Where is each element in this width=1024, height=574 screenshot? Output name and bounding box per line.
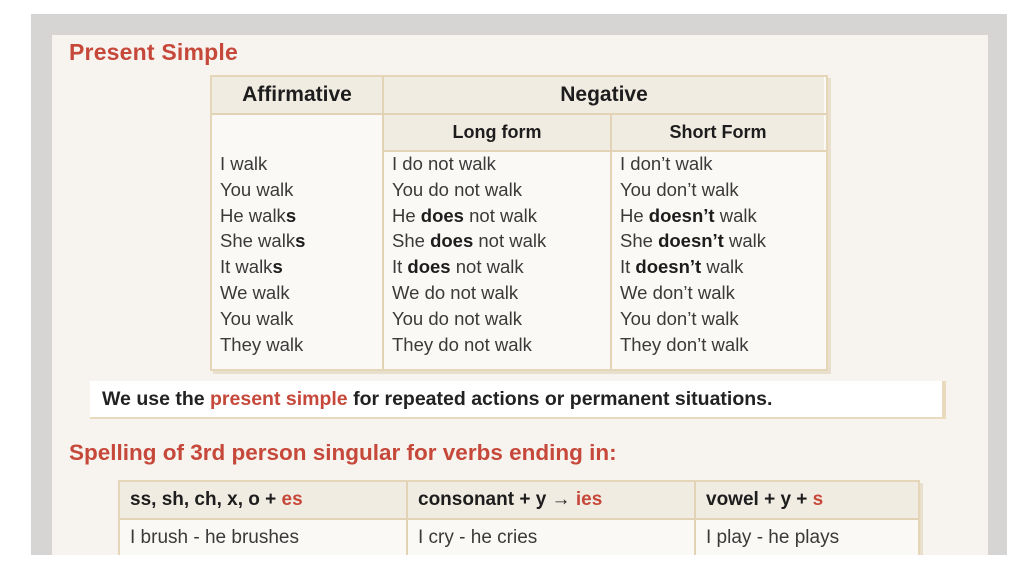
column-divider-1 bbox=[382, 77, 384, 369]
affirmative-row bbox=[220, 203, 305, 229]
short-form-row bbox=[620, 151, 766, 177]
auxiliary-verb: don’t bbox=[652, 281, 693, 303]
affirmative-row bbox=[220, 254, 305, 280]
top-bar bbox=[0, 0, 1024, 14]
short-form-row bbox=[620, 203, 766, 229]
verb-form: You walk bbox=[220, 178, 294, 200]
spelling-example-1: I brush - he brushes bbox=[130, 527, 299, 548]
affirmative-row bbox=[220, 151, 305, 177]
phrase-part: not walk bbox=[448, 178, 522, 200]
phrase-part: not walk bbox=[473, 230, 547, 252]
verb-form: It walk bbox=[220, 256, 273, 278]
long-form-row bbox=[392, 332, 546, 358]
affirmative-subheader-empty bbox=[212, 115, 382, 150]
phrase-part: walk bbox=[706, 333, 749, 355]
spelling-rule-ending: es bbox=[281, 489, 303, 510]
spelling-example-3: I play - he plays bbox=[706, 527, 840, 548]
phrase-part: We bbox=[620, 281, 653, 303]
phrase-part: not walk bbox=[422, 153, 496, 174]
spelling-rule-text: ss, sh, ch, x, o + bbox=[130, 489, 282, 510]
long-form-column bbox=[392, 151, 546, 357]
conjugation-table bbox=[210, 75, 828, 371]
affirmative-column bbox=[220, 151, 305, 357]
column-divider-2 bbox=[610, 113, 612, 369]
phrase-part: I bbox=[392, 153, 403, 174]
spelling-table bbox=[118, 480, 920, 555]
auxiliary-verb: doesn’t bbox=[658, 230, 724, 252]
verb-ending: s bbox=[285, 204, 297, 226]
phrase-part: It bbox=[620, 256, 636, 278]
verb-form: They walk bbox=[220, 333, 304, 355]
phrase-part: It bbox=[392, 256, 408, 278]
spelling-rule-ending: ies bbox=[575, 489, 603, 510]
phrase-part: You bbox=[392, 178, 429, 200]
negative-header: Negative bbox=[384, 77, 824, 113]
auxiliary-verb: don’t bbox=[630, 153, 671, 174]
phrase-part: You bbox=[620, 178, 657, 200]
short-form-column bbox=[620, 151, 766, 357]
short-form-row bbox=[620, 332, 766, 358]
spelling-header-2 bbox=[408, 482, 694, 518]
affirmative-row bbox=[220, 332, 305, 358]
phrase-part: not walk bbox=[463, 204, 537, 226]
phrase-part: walk bbox=[714, 204, 757, 226]
phrase-part: You bbox=[392, 307, 429, 329]
verb-ending: s bbox=[272, 256, 283, 278]
phrase-part: I bbox=[620, 153, 631, 174]
auxiliary-verb: do bbox=[428, 178, 449, 200]
auxiliary-verb: do bbox=[428, 307, 449, 329]
phrase-part: walk bbox=[670, 153, 713, 174]
phrase-part: walk bbox=[696, 307, 739, 329]
phrase-part: not walk bbox=[450, 256, 524, 278]
textbook-page bbox=[52, 35, 988, 555]
long-form-row bbox=[392, 228, 546, 254]
note-text-after: for repeated actions or permanent situations. bbox=[347, 387, 773, 410]
phrase-part: You bbox=[620, 307, 657, 329]
phrase-part: walk bbox=[701, 256, 744, 278]
phrase-part: He bbox=[392, 204, 421, 226]
spelling-header-1 bbox=[120, 482, 406, 518]
phrase-part: She bbox=[620, 230, 659, 252]
verb-form: We walk bbox=[220, 281, 290, 303]
phrase-part: They bbox=[392, 333, 439, 355]
long-form-row bbox=[392, 254, 546, 280]
short-form-header: Short Form bbox=[612, 115, 824, 150]
phrase-part: walk bbox=[696, 178, 739, 200]
auxiliary-verb: doesn’t bbox=[635, 256, 702, 278]
short-form-row bbox=[620, 280, 766, 306]
spelling-rule-text: consonant + y → bbox=[418, 489, 576, 510]
short-form-row bbox=[620, 177, 766, 203]
auxiliary-verb: do bbox=[402, 153, 423, 174]
usage-note bbox=[90, 381, 946, 419]
long-form-row bbox=[392, 280, 546, 306]
long-form-header: Long form bbox=[384, 115, 610, 150]
phrase-part: He bbox=[620, 204, 649, 226]
spelling-rule-ending: s bbox=[812, 489, 824, 510]
verb-form: He walk bbox=[220, 204, 286, 226]
long-form-row bbox=[392, 151, 546, 177]
short-form-row bbox=[620, 306, 766, 332]
short-form-row bbox=[620, 228, 766, 254]
phrase-part: walk bbox=[692, 281, 735, 303]
header-divider bbox=[212, 113, 826, 115]
verb-form: I walk bbox=[220, 153, 268, 174]
verb-form: You walk bbox=[220, 307, 294, 329]
spelling-header-3 bbox=[696, 482, 918, 518]
phrase-part: We bbox=[392, 281, 425, 303]
auxiliary-verb: does bbox=[420, 204, 464, 226]
long-form-row bbox=[392, 177, 546, 203]
affirmative-header: Affirmative bbox=[212, 77, 382, 113]
auxiliary-verb: does bbox=[407, 256, 451, 278]
verb-ending: s bbox=[295, 230, 306, 252]
auxiliary-verb: does bbox=[430, 230, 474, 252]
phrase-part: She bbox=[392, 230, 431, 252]
auxiliary-verb: doesn’t bbox=[648, 204, 715, 226]
phrase-part: not walk bbox=[458, 333, 532, 355]
phrase-part: not walk bbox=[448, 307, 522, 329]
auxiliary-verb: don’t bbox=[656, 307, 697, 329]
auxiliary-verb: don’t bbox=[656, 178, 697, 200]
verb-form: She walk bbox=[220, 230, 296, 252]
note-text-before: We use the bbox=[102, 387, 211, 410]
short-form-row bbox=[620, 254, 766, 280]
long-form-row bbox=[392, 306, 546, 332]
bottom-bar bbox=[0, 555, 1024, 574]
note-highlight: present simple bbox=[210, 387, 348, 410]
auxiliary-verb: don’t bbox=[666, 333, 707, 355]
phrase-part: not walk bbox=[445, 281, 519, 303]
auxiliary-verb: do bbox=[424, 281, 446, 303]
affirmative-row bbox=[220, 177, 305, 203]
affirmative-row bbox=[220, 280, 305, 306]
phrase-part: They bbox=[620, 333, 667, 355]
phrase-part: walk bbox=[723, 230, 766, 252]
auxiliary-verb: do bbox=[438, 333, 459, 355]
spelling-example-2: I cry - he cries bbox=[418, 527, 538, 548]
long-form-row bbox=[392, 203, 546, 229]
page-title: Present Simple bbox=[69, 39, 238, 65]
affirmative-row bbox=[220, 228, 305, 254]
spelling-rule-text: vowel + y + bbox=[706, 489, 813, 510]
spelling-title: Spelling of 3rd person singular for verbs ending in: bbox=[69, 440, 617, 465]
affirmative-row bbox=[220, 306, 305, 332]
